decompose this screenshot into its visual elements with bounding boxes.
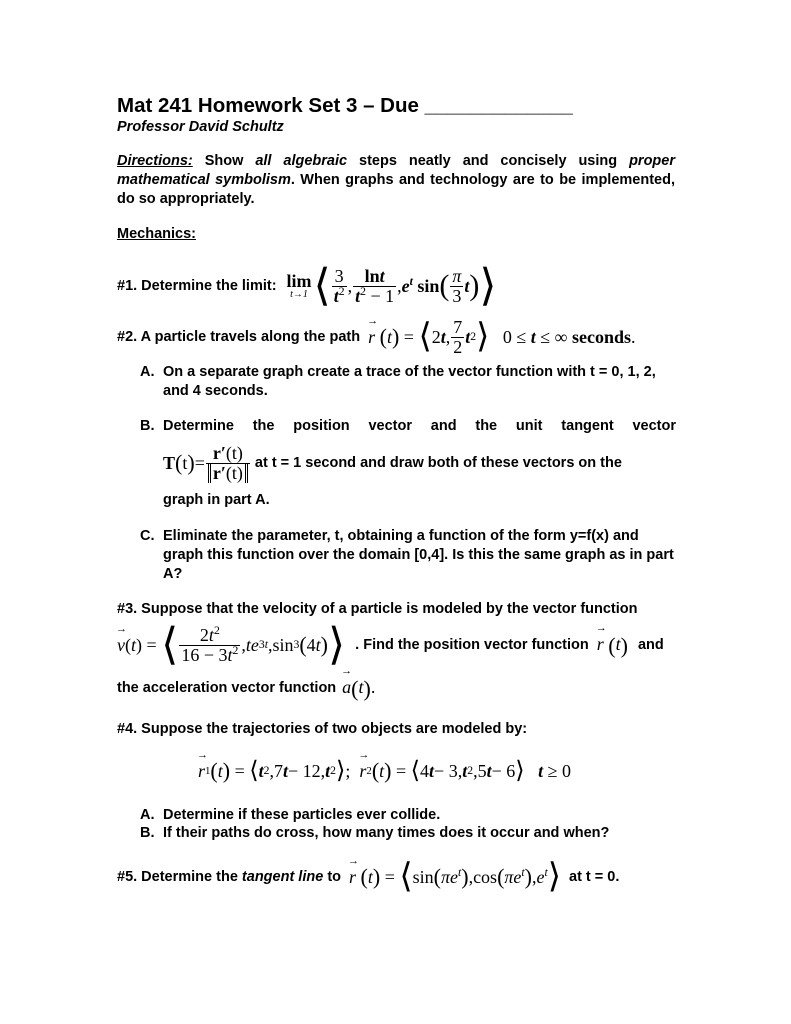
problem-3-text-3: the acceleration vector function: [117, 680, 337, 696]
mechanics-heading: Mechanics:: [117, 226, 196, 242]
problem-5-label-3: to: [323, 869, 342, 885]
problem-2-part-b: [140, 417, 676, 436]
problem-2-part-b-letter: B.: [140, 418, 155, 434]
problem-5-label-2: tangent line: [241, 869, 324, 885]
problem-2-part-a: [140, 363, 676, 401]
problem-5: [117, 857, 619, 897]
problem-2-unit: seconds: [571, 326, 631, 347]
problem-2-part-b-text-3: graph in part A.: [163, 492, 270, 508]
problem-2: [117, 315, 635, 359]
page-title: Mat 241 Homework Set 3 – Due _____________: [117, 94, 573, 117]
problem-2-part-c: [140, 527, 676, 584]
problem-4-part-b-text: If their paths do cross, how many times does it occur and when?: [163, 825, 610, 841]
problem-2-part-b-line-2: [163, 436, 622, 490]
directions-text-4: proper mathematical symbolism: [117, 153, 675, 188]
problem-5-label-4: at t = 0.: [569, 869, 620, 885]
problem-3-line-3: [117, 673, 375, 703]
problem-2-label: #2. A particle travels along the path: [117, 329, 361, 345]
problem-3-text-2: and: [637, 637, 664, 653]
unit-tangent-expression: T ( t ) = $\frac{r'(t)}{r'(t)}$: [163, 444, 251, 483]
problem-2-part-a-letter: A.: [140, 364, 155, 380]
problem-4-trajectories: → r 1 ( t ) = ⟨ t 2 ,7 t − 12, t 2 ⟩ ; → r 2 ( t ) = ⟨ 4 t − 3, t 2 ,5 t − 6 ⟩ t ≥ 0: [198, 753, 571, 789]
problem-2-part-c-text: Eliminate the parameter, t, obtaining a function of the form y=f(x) and graph this function over the domain [0,4]. Is this the same graph as in part A?: [163, 528, 674, 582]
problem-4-label: #4. Suppose the trajectories of two objects are modeled by:: [117, 721, 528, 737]
directions-text-1: Show: [192, 153, 256, 169]
directions-text-5: . When graphs and technology are to be implemented, do so appropriately.: [117, 172, 675, 207]
position-vector-symbol: → r (t): [597, 634, 628, 657]
directions-label: Directions:: [117, 153, 193, 169]
problem-2-part-b-text-1: Determine the position vector and the unit tangent vector: [163, 418, 676, 434]
directions-text-2: all algebraic: [255, 153, 348, 169]
problem-4-part-b-letter: B.: [140, 825, 155, 841]
problem-3-label: #3. Suppose that the velocity of a particle is modeled by the vector function: [117, 601, 638, 617]
problem-1-limit-expression: lim t→1 ⟨ $\frac{3}{t^2}$ , $\frac{\ln t}{t^2 - 1}$ , $e^t$ sin ( $\frac{\pi}{3}$ t ) ⟩: [286, 261, 497, 310]
directions-text-3: steps neatly and concisely using: [347, 153, 630, 169]
problem-2-part-b-text-2: at t = 1 second and draw both of these vectors on the: [254, 455, 622, 471]
problem-4-part-b: [140, 825, 610, 841]
problem-1-label: #1. Determine the limit:: [117, 278, 277, 294]
problem-4-part-a-letter: A.: [140, 807, 155, 823]
directions-paragraph: [117, 152, 675, 209]
problem-5-expression: → r ( t ) = ⟨ sin ( $\pi e^t$ ) ,cos ( $\pi e^t$ ) , $e^t$ ⟩: [349, 860, 561, 894]
problem-1: [117, 258, 497, 314]
problem-4-part-a-text: Determine if these particles ever collide.: [163, 807, 441, 823]
professor-name: Professor David Schultz: [117, 119, 284, 135]
problem-5-label-1: #5. Determine the: [117, 869, 242, 885]
problem-4-part-a: [140, 807, 441, 823]
problem-2-part-a-text: On a separate graph create a trace of the vector function with t = 0, 1, 2, and 4 seconds.: [163, 364, 656, 399]
problem-2-part-c-letter: C.: [140, 528, 155, 544]
problem-2-path-expression: → r ( t ) = ⟨ 2 t , $\frac{7}{2}$ t 2 ⟩ 0 ≤ t ≤ ∞ seconds .: [368, 318, 635, 357]
velocity-expression: → v ( t ) = ⟨ $\frac{2t^2}{16 - 3t^2}$ , te 3t , sin 3 ( 4 t ) ⟩: [117, 623, 345, 667]
problem-3-text-1: . Find the position vector function: [355, 637, 589, 653]
problem-3-line-2: [117, 618, 664, 672]
acceleration-vector-symbol: → a(t).: [342, 677, 375, 700]
